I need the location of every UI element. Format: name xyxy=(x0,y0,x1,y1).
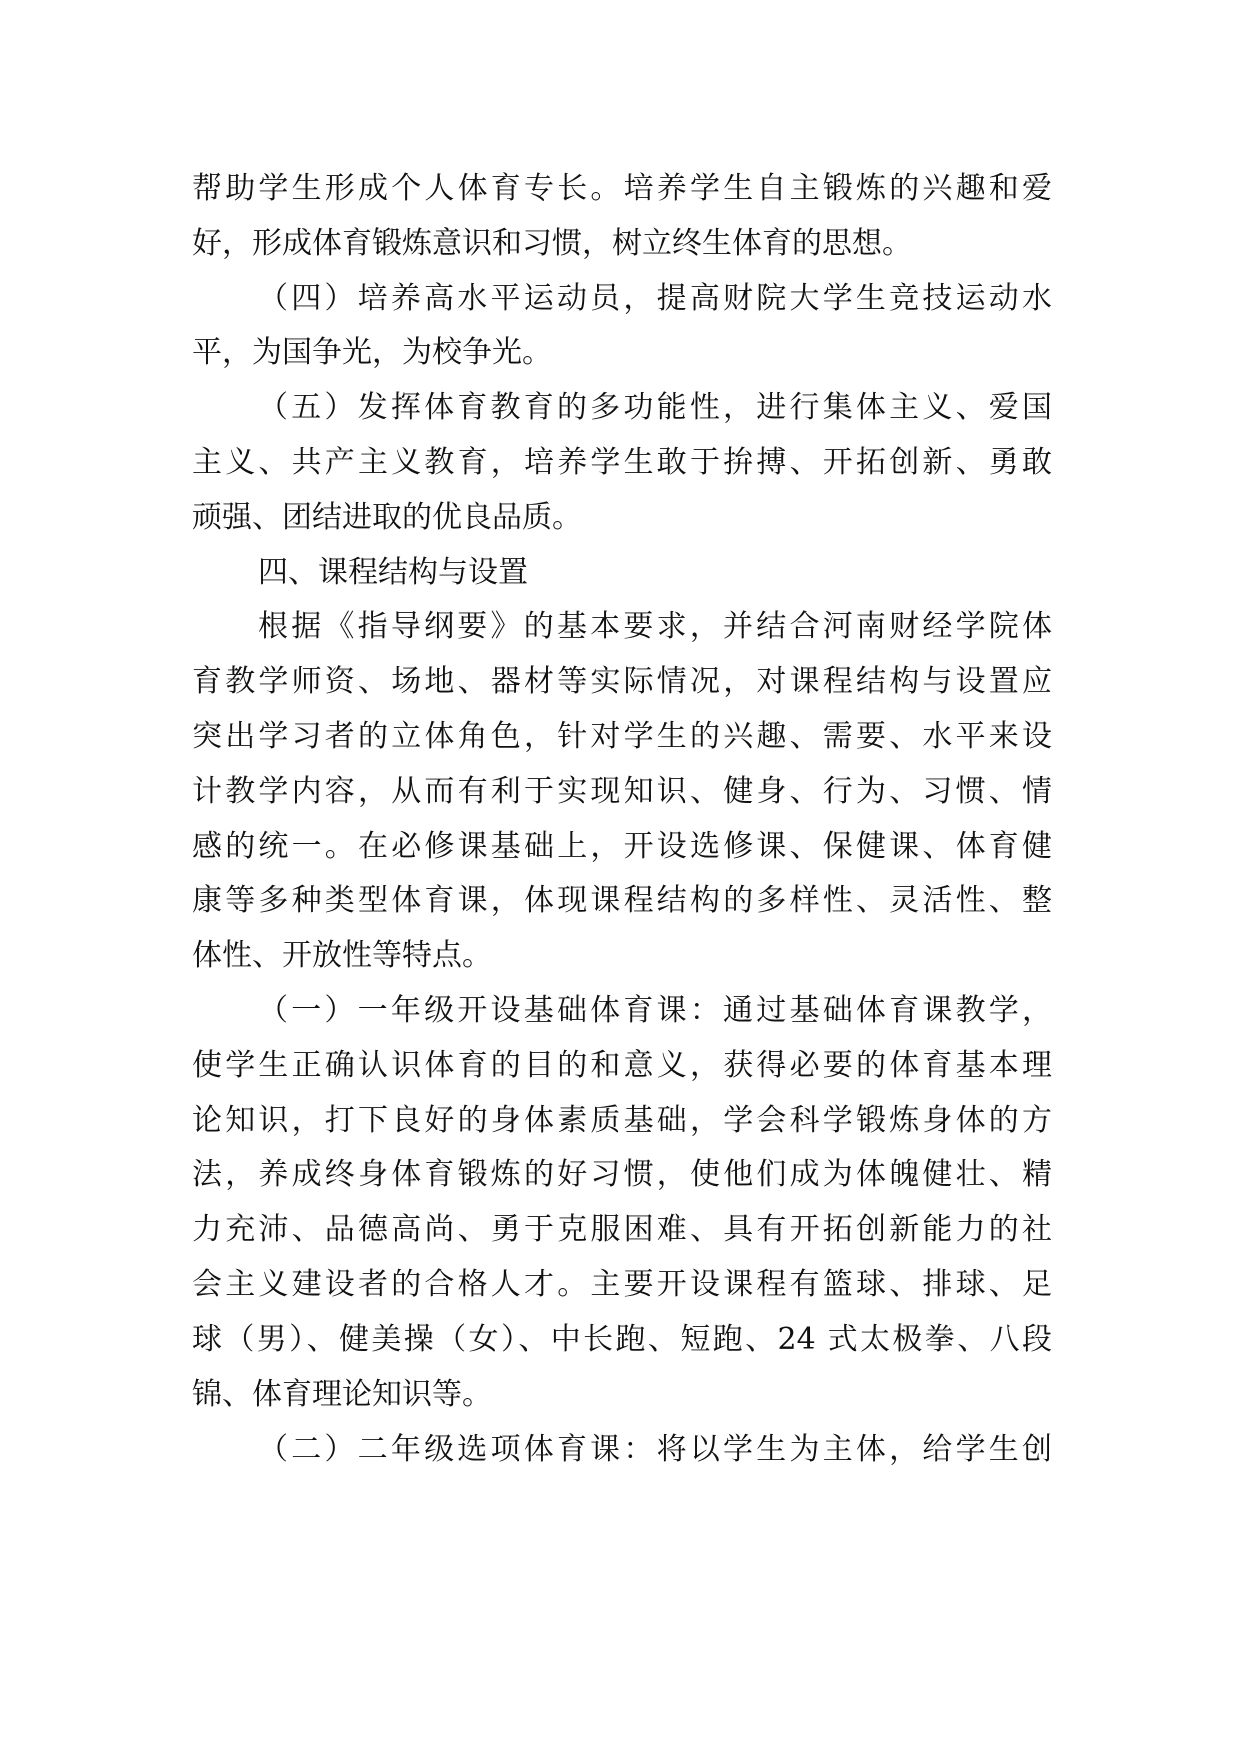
text-line: 育教学师资、场地、器材等实际情况，对课程结构与设置应 xyxy=(192,664,1052,699)
text-line: 感的统一。在必修课基础上，开设选修课、保健课、体育健 xyxy=(192,829,1052,864)
text-line: 顽强、团结进取的优良品质。 xyxy=(192,500,582,535)
text-line: 康等多种类型体育课，体现课程结构的多样性、灵活性、整 xyxy=(192,883,1052,918)
section-heading: 四、课程结构与设置 xyxy=(258,555,528,590)
text-line: 好，形成体育锻炼意识和习惯，树立终生体育的思想。 xyxy=(192,226,912,261)
text-line: （二）二年级选项体育课：将以学生为主体，给学生创 xyxy=(258,1432,1052,1467)
text-line: 法，养成终身体育锻炼的好习惯，使他们成为体魄健壮、精 xyxy=(192,1157,1052,1192)
text-line: 计教学内容，从而有利于实现知识、健身、行为、习惯、情 xyxy=(192,774,1052,809)
text-line: 使学生正确认识体育的目的和意义，获得必要的体育基本理 xyxy=(192,1048,1052,1083)
text-line: 主义、共产主义教育，培养学生敢于拚搏、开拓创新、勇敢 xyxy=(192,445,1052,480)
text-line: 球（男）、健美操（女）、中长跑、短跑、24 式太极拳、八段 xyxy=(192,1322,1052,1357)
text-line: 论知识，打下良好的身体素质基础，学会科学锻炼身体的方 xyxy=(192,1103,1052,1138)
text-line: （五）发挥体育教育的多功能性，进行集体主义、爱国 xyxy=(258,390,1052,425)
text-line: （一）一年级开设基础体育课：通过基础体育课教学， xyxy=(258,993,1052,1028)
text-line: 根据《指导纲要》的基本要求，并结合河南财经学院体 xyxy=(258,609,1052,644)
text-line: 平，为国争光，为校争光。 xyxy=(192,335,552,370)
text-line: 突出学习者的立体角色，针对学生的兴趣、需要、水平来设 xyxy=(192,719,1052,754)
text-line: 会主义建设者的合格人才。主要开设课程有篮球、排球、足 xyxy=(192,1267,1052,1302)
text-line: （四）培养高水平运动员，提高财院大学生竞技运动水 xyxy=(258,281,1052,316)
text-line: 锦、体育理论知识等。 xyxy=(192,1377,492,1412)
text-line: 体性、开放性等特点。 xyxy=(192,938,492,973)
text-line: 帮助学生形成个人体育专长。培养学生自主锻炼的兴趣和爱 xyxy=(192,171,1052,206)
text-line: 力充沛、品德高尚、勇于克服困难、具有开拓创新能力的社 xyxy=(192,1212,1052,1247)
